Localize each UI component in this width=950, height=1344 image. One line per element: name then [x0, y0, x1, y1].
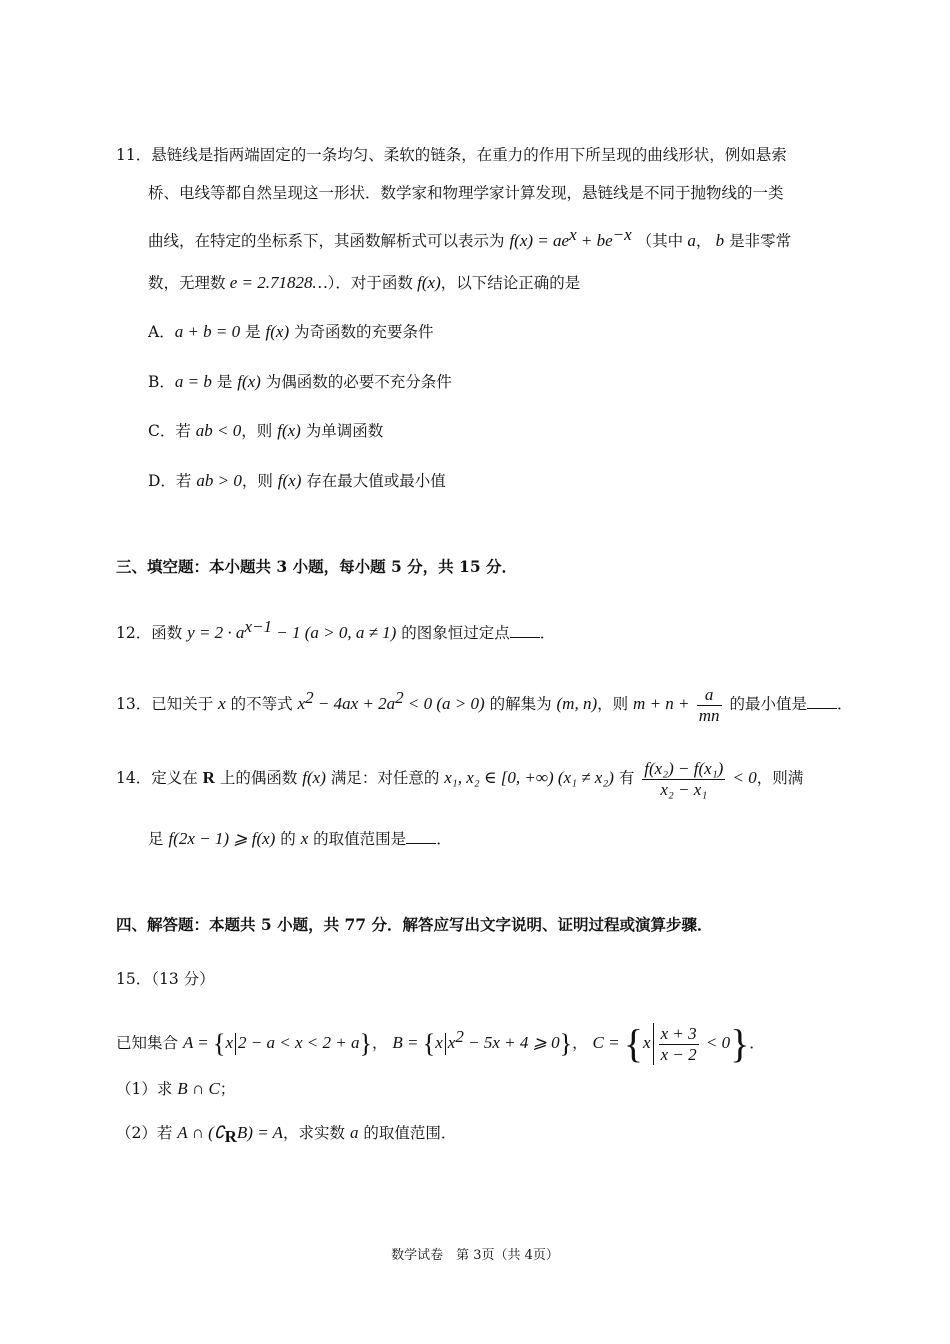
set-b-close-brace: } [559, 1029, 573, 1059]
q14-fx: f(x) [302, 768, 326, 787]
q14-rel: < 0 [728, 768, 757, 787]
q11-e-value: e = 2.71828… [225, 273, 328, 292]
q11-sup-2: −x [612, 225, 632, 244]
q11-formula-plus: + be [576, 231, 613, 251]
q11-option-a [148, 321, 434, 343]
q15-part2-var-a: a [349, 1123, 359, 1142]
q13-text-c: 的解集为 [484, 695, 557, 714]
q13-fraction-num: a [697, 685, 722, 706]
q11-text-3c: ， [695, 232, 712, 251]
q15-sep-2: ， [572, 1034, 588, 1053]
q15-header-text: 15．（13 分） [116, 970, 215, 988]
q13-set: (m, n) [556, 694, 598, 714]
option-c-text2: 为单调函数 [300, 422, 384, 440]
q11-text-4a: 数，无理数 [148, 274, 226, 292]
option-a-text1: 是 [240, 323, 266, 341]
q11-option-d [148, 470, 446, 492]
q11-var-a: a [683, 231, 696, 251]
set-b-bar [445, 1033, 446, 1055]
footer-text: 数学试卷 第 3页（共 4页） [391, 1248, 559, 1263]
q14-inequality: f(2x − 1) ⩾ f(x) [168, 829, 276, 848]
q13-expr: m + n + [633, 694, 694, 714]
set-a-open-brace: { [213, 1029, 226, 1059]
q13-answer-blank[interactable] [807, 694, 837, 709]
q15-sep-1: ， [371, 1034, 388, 1053]
q15-part1-end: ； [219, 1080, 236, 1098]
q13-math-1: x [297, 694, 306, 714]
section-3-text: 三、填空题：本小题共 3 小题，每小题 5 分，共 15 分． [116, 557, 518, 576]
q11-text-4b: ）．对于函数 [327, 274, 413, 292]
q12-text-b: 的图象恒过定点 [396, 624, 510, 643]
option-c-math: ab < 0 [195, 421, 242, 440]
section-3-heading [116, 556, 517, 578]
q12-answer-blank[interactable] [510, 623, 540, 638]
q12-math-1: y = 2 · a [187, 623, 245, 643]
q14-text-f: ，则满 [756, 769, 804, 787]
q11-line3 [148, 224, 791, 252]
option-d-f: f(x) [277, 471, 302, 490]
q14-var-x: x [300, 829, 309, 848]
q14-text-a: 14．定义在 [116, 769, 203, 787]
q15-part2-sub: R [224, 1127, 237, 1147]
q14-line2 [148, 828, 452, 850]
q12-end: ． [539, 624, 556, 643]
set-a-var: x [225, 1033, 234, 1053]
set-c-close-brace: } [730, 1021, 750, 1067]
q11-text-2: 桥、电线等都自然呈现这一形状．数学家和物理学家计算发现，悬链线是不同于抛物线的一类 [148, 184, 784, 202]
set-b-label: B = [392, 1033, 423, 1053]
q14-var: x [444, 768, 452, 787]
option-b-math: a = b [174, 372, 212, 391]
set-a-label: A = [182, 1033, 213, 1053]
q15-part1 [116, 1078, 235, 1100]
q15-part2 [116, 1122, 456, 1148]
option-a-math: a + b = 0 [174, 322, 241, 341]
q13-sup-1: 2 [305, 688, 314, 707]
q14-fraction-num: f(x₂) − f(x₁) [644, 758, 724, 778]
section-4-heading [116, 914, 712, 936]
q14-fraction [642, 759, 725, 800]
q11-line2 [148, 182, 784, 204]
set-c-bar [653, 1023, 654, 1065]
q11-line1 [116, 144, 787, 166]
q14-end: ． [436, 830, 452, 848]
q11-sup-1: x [569, 225, 577, 244]
q13-sup-2: 2 [395, 688, 404, 707]
q14-text-2c: 的取值范围是 [308, 830, 407, 848]
option-c-text1: ，则 [241, 422, 278, 440]
q15-part1-label: （1）求 [116, 1080, 178, 1098]
q11-text-4c: ，以下结论正确的是 [440, 274, 581, 292]
set-a-bar [235, 1033, 236, 1055]
q13-condition: (a > 0) [432, 694, 485, 714]
q14-text-2a: 足 [148, 830, 169, 848]
q11-text-1: 11．悬链线是指两端固定的一条均匀、柔软的链条，在重力的作用下所呈现的曲线形状，例如悬索 [116, 146, 787, 164]
set-b-sup: 2 [455, 1027, 464, 1046]
set-a-condition: 2 − a < x < 2 + a [238, 1033, 360, 1053]
q13-var-x: x [218, 694, 226, 714]
set-c-rel: < 0 [701, 1033, 731, 1053]
option-a-label: A． [148, 323, 175, 341]
option-b-text1: 是 [211, 373, 238, 391]
q12-sup: x−1 [244, 617, 272, 636]
set-b-var: x [435, 1033, 443, 1053]
set-c-label: C = [592, 1033, 624, 1053]
q13-text-e: 的最小值是 [724, 695, 807, 714]
q12-condition: (a > 0, a ≠ 1) [300, 623, 397, 643]
q15-part2-end: 的取值范围． [358, 1124, 457, 1142]
q14-answer-blank[interactable] [406, 829, 436, 844]
q14-line1 [116, 756, 803, 800]
option-d-text1: ，则 [241, 472, 278, 490]
option-d-math: ab > 0 [196, 471, 242, 490]
q14-domain: ₁, x₂ ∈ [0, +∞) (x₁ ≠ x₂) [451, 768, 614, 787]
q14-text-b: 上的偶函数 [214, 769, 303, 787]
q11-line4 [148, 272, 580, 294]
set-b-open-brace: { [422, 1029, 436, 1059]
set-c-fraction-num: x + 3 [660, 1023, 697, 1043]
set-a-close-brace: } [359, 1029, 372, 1059]
q12-math-2: − 1 [271, 623, 301, 643]
q15-part2-label: （2）若 [116, 1124, 178, 1142]
q13-text-d: ，则 [597, 695, 634, 714]
q11-option-b [148, 371, 452, 393]
set-c-fraction-den: x − 2 [660, 1044, 697, 1064]
q11-text-3b: （其中 [636, 232, 684, 251]
option-b-label: B． [148, 373, 175, 391]
option-d-label: D．若 [148, 472, 197, 490]
page-footer [0, 1244, 950, 1263]
q13-fraction-den: mn [698, 705, 720, 725]
option-b-f: f(x) [237, 372, 261, 391]
option-c-f: f(x) [277, 421, 301, 440]
q13-text-b: 的不等式 [225, 695, 298, 714]
q14-text-c: 满足：对任意的 [325, 769, 445, 787]
set-b-cond-2: − 5x + 4 ⩾ 0 [463, 1033, 560, 1053]
q13-math-2: − 4ax + 2a [313, 694, 396, 714]
q15-part2-math2: B) = A [236, 1123, 284, 1142]
q15-part1-math: B ∩ C [177, 1079, 220, 1098]
q13-end: ． [837, 695, 853, 714]
q11-option-c [148, 420, 383, 442]
q15-sets-line [116, 1014, 765, 1067]
q11-text-3a: 曲线，在特定的坐标系下，其函数解析式可以表示为 [148, 232, 505, 251]
set-b-cond-1: x [447, 1033, 456, 1053]
q13-math-3: < 0 [403, 694, 433, 714]
q13-fraction [697, 685, 722, 726]
q15-part2-text: ，求实数 [283, 1124, 350, 1142]
q11-formula-f: f(x) = ae [509, 231, 570, 251]
q15-header [116, 968, 215, 990]
q12-text-a: 12．函数 [116, 624, 188, 643]
option-c-label: C．若 [148, 422, 196, 440]
q14-text-d: 有 [613, 769, 640, 787]
q11-fx: f(x) [412, 273, 441, 292]
q13-line [116, 676, 853, 726]
q11-var-b: b [711, 231, 725, 251]
option-b-text2: 为偶函数的必要不充分条件 [260, 373, 452, 391]
q14-real-set: R [202, 768, 215, 787]
set-c-fraction [659, 1024, 699, 1065]
q13-text-a: 13．已知关于 [116, 695, 219, 714]
q14-fraction-den: x₂ − x₁ [660, 779, 708, 799]
q15-text-a: 已知集合 [116, 1034, 183, 1053]
q14-text-2b: 的 [275, 830, 301, 848]
q15-part2-math: A ∩ (∁ [177, 1123, 225, 1142]
q11-text-3d: 是非零常 [724, 232, 792, 251]
section-4-text: 四、解答题：本题共 5 小题，共 77 分．解答应写出文字说明、证明过程或演算步骤． [116, 915, 713, 934]
set-c-var: x [643, 1033, 651, 1053]
option-a-text2: 为奇函数的充要条件 [289, 323, 434, 341]
q12-line [116, 616, 555, 644]
set-c-open-brace: { [623, 1021, 644, 1067]
q15-end: ． [749, 1034, 765, 1053]
option-d-text2: 存在最大值或最小值 [301, 472, 446, 490]
option-a-f: f(x) [265, 322, 290, 341]
